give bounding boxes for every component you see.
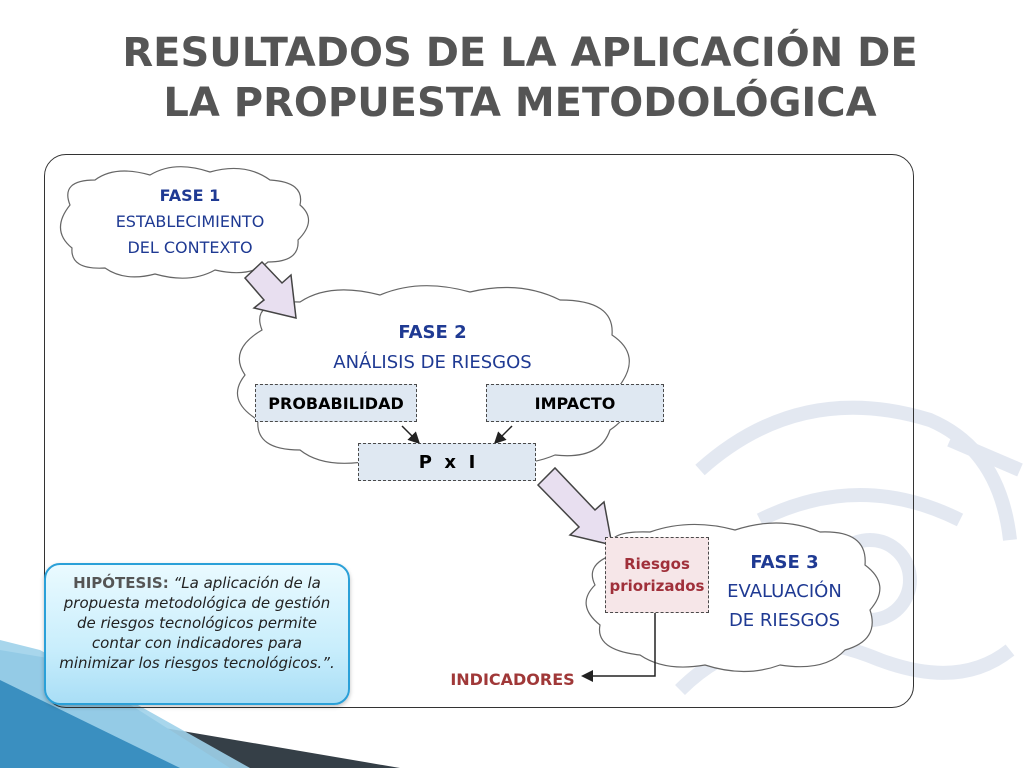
probability-box: PROBABILIDAD — [255, 384, 417, 422]
phase-2-subtitle: ANÁLISIS DE RIESGOS — [333, 352, 532, 373]
phase-2-name: FASE 2 — [398, 322, 467, 343]
phase-3-line-2: DE RIESGOS — [728, 610, 841, 631]
hypothesis-text: “La aplicación de la propuesta metodológica de gestión de riesgos tecnológicos permite contar con indicadores para minimizar los riesgos tecnológicos.”. — [59, 574, 335, 672]
phase-3-line-1: EVALUACIÓN — [727, 581, 842, 602]
phase-1-label — [95, 183, 285, 261]
impact-box: IMPACTO — [486, 384, 664, 422]
prioritized-line-1: Riesgos — [624, 555, 690, 573]
phase-1-line-1: ESTABLECIMIENTO — [115, 212, 265, 231]
phase-3-name: FASE 3 — [750, 552, 819, 573]
indicators-label: INDICADORES — [450, 670, 575, 689]
arrow-pxi-to-phase3 — [538, 468, 612, 545]
prioritized-risks-box — [605, 537, 709, 613]
title-line-1: RESULTADOS DE LA APLICACIÓN DE — [122, 30, 918, 76]
hypothesis-box — [44, 563, 350, 705]
title-line-2: LA PROPUESTA METODOLÓGICA — [163, 80, 877, 126]
phase-1-name: FASE 1 — [159, 186, 221, 205]
hypothesis-label: HIPÓTESIS: — [73, 574, 169, 592]
phase-1-line-2: DEL CONTEXTO — [127, 238, 253, 257]
arrow-phase1-to-phase2 — [245, 262, 296, 318]
prioritized-line-2: priorizados — [609, 577, 705, 595]
product-box: P x I — [358, 443, 536, 481]
phase-2-label — [300, 318, 565, 378]
phase-3-label — [712, 548, 857, 635]
